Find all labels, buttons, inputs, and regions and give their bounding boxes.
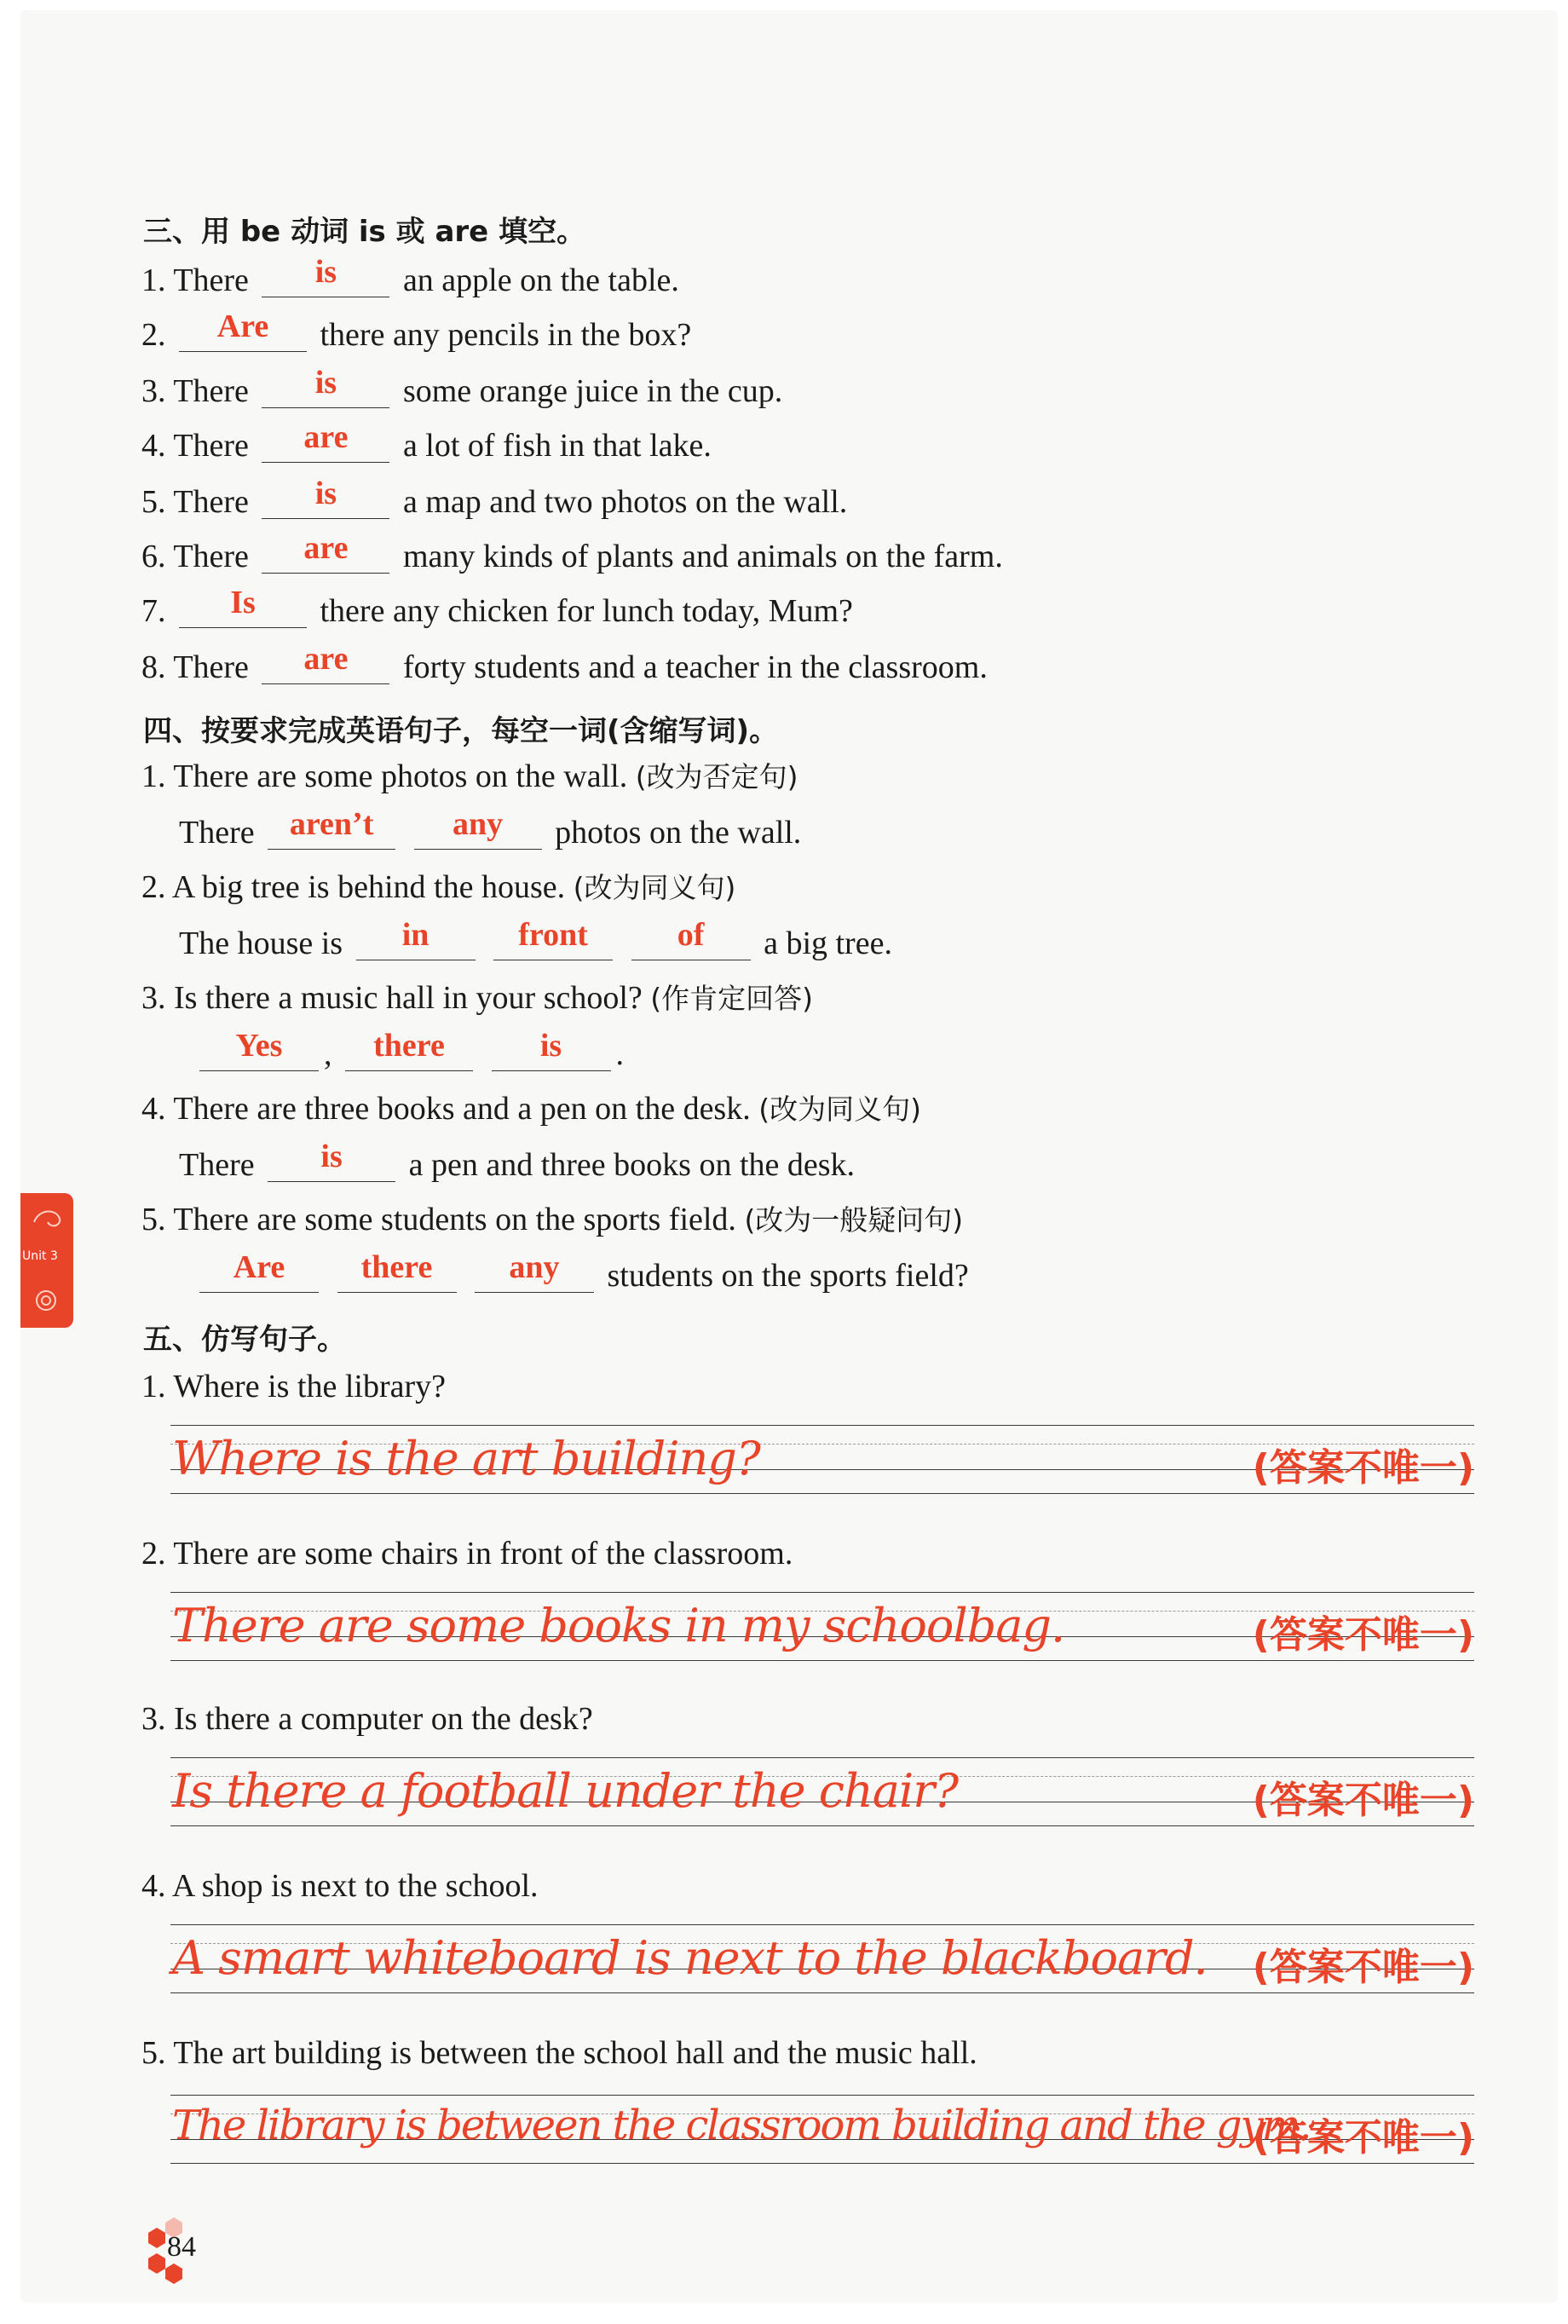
s5-item-2-writing-lines — [170, 1592, 1474, 1660]
answer-blank: front — [493, 927, 613, 960]
answer-blank: any — [475, 1260, 594, 1293]
handwritten-answer: The library is between the classroom building and the gym. — [172, 2102, 1311, 2149]
section-3-heading: 三、用 be 动词 is 或 are 填空。 — [143, 215, 586, 249]
section-5-heading: 五、仿写句子。 — [143, 1323, 346, 1357]
s4-item-5-question: 5. There are some students on the sports field. (改为一般疑问句) — [141, 1202, 964, 1237]
handwritten-answer: There are some books in my schoolbag. — [172, 1599, 1065, 1652]
answer-blank: there — [345, 1038, 473, 1071]
s5-item-3-writing-lines — [170, 1757, 1474, 1825]
answer-note: (答案不唯一) — [1252, 1779, 1474, 1822]
s4-item-2-question: 2. A big tree is behind the house. (改为同义句) — [141, 869, 736, 905]
answer-blank: is — [268, 1149, 395, 1182]
s3-item-6: 6. There are many kinds of plants and animals on the farm. — [141, 530, 1003, 574]
s3-item-4: 4. There are a lot of fish in that lake. — [141, 419, 712, 464]
s5-item-3-prompt: 3. Is there a computer on the desk? — [141, 1701, 593, 1737]
s3-item-3: 3. There is some orange juice in the cup. — [141, 365, 783, 409]
s4-item-4-question: 4. There are three books and a pen on the desk. (改为同义句) — [141, 1091, 921, 1127]
answer-blank: is — [262, 264, 389, 297]
answer-blank: of — [631, 927, 751, 960]
s4-item-1-answer: There aren’t any photos on the wall. — [179, 806, 802, 851]
answer-blank: aren’t — [268, 816, 395, 850]
s5-item-4-writing-lines — [170, 1924, 1474, 1992]
answer-blank: are — [262, 540, 389, 574]
s4-item-5-answer: Are there any students on the sports field? — [194, 1260, 969, 1293]
answer-blank: is — [492, 1038, 611, 1071]
answer-blank: Yes — [199, 1038, 319, 1071]
answer-note: (答案不唯一) — [1252, 1446, 1474, 1490]
handwritten-answer: A smart whiteboard is next to the blackboard. — [172, 1931, 1208, 1985]
s3-item-5: 5. There is a map and two photos on the wall. — [141, 476, 848, 520]
s3-item-2: 2. Are there any pencils in the box? — [141, 309, 692, 353]
s3-item-8: 8. There are forty students and a teacher in the classroom. — [141, 641, 988, 685]
page-number: 84 — [167, 2231, 196, 2263]
answer-note: (答案不唯一) — [1252, 1946, 1474, 1989]
s5-item-5-writing-lines — [170, 2095, 1474, 2163]
s5-item-1-prompt: 1. Where is the library? — [141, 1369, 447, 1404]
s4-item-2-answer: The house is in front of a big tree. — [179, 917, 892, 961]
s5-item-2-prompt: 2. There are some chairs in front of the classroom. — [141, 1536, 793, 1571]
s5-item-4-prompt: 4. A shop is next to the school. — [141, 1868, 539, 1904]
handwritten-answer: Where is the art building? — [172, 1432, 760, 1485]
s5-item-5-prompt: 5. The art building is between the school hall and the music hall. — [141, 2035, 977, 2071]
s4-item-3-answer: Yes , there is . — [194, 1038, 624, 1071]
s4-item-1-question: 1. There are some photos on the wall. (改为否定句) — [141, 758, 798, 794]
swirl-decoration-icon — [31, 1205, 65, 1234]
answer-note: (答案不唯一) — [1252, 2116, 1474, 2160]
answer-blank: any — [414, 816, 542, 850]
handwritten-answer: Is there a football under the chair? — [172, 1764, 959, 1818]
answer-note: (答案不唯一) — [1252, 1613, 1474, 1657]
s3-item-7: 7. Is there any chicken for lunch today, Mum? — [141, 585, 853, 629]
workbook-page — [20, 10, 1558, 2303]
answer-blank: are — [262, 651, 389, 684]
s4-item-4-answer: There is a pen and three books on the desk. — [179, 1139, 856, 1183]
answer-blank: is — [262, 486, 389, 519]
answer-blank: Are — [199, 1260, 319, 1293]
unit-label: Unit 3 — [22, 1249, 58, 1263]
swirl-decoration-icon — [29, 1287, 63, 1316]
section-4-heading: 四、按要求完成英语句子，每空一词(含缩写词)。 — [143, 714, 779, 748]
s5-item-1-writing-lines — [170, 1425, 1474, 1493]
answer-blank: Is — [179, 595, 307, 628]
answer-blank: are — [262, 430, 389, 463]
answer-blank: Are — [179, 319, 307, 352]
answer-blank: in — [356, 927, 476, 960]
unit-side-tab — [20, 1193, 73, 1328]
answer-blank: is — [262, 375, 389, 408]
s4-item-3-question: 3. Is there a music hall in your school? (作肯定回答) — [141, 980, 814, 1016]
s3-item-1: 1. There is an apple on the table. — [141, 254, 679, 298]
answer-blank: there — [337, 1260, 457, 1293]
